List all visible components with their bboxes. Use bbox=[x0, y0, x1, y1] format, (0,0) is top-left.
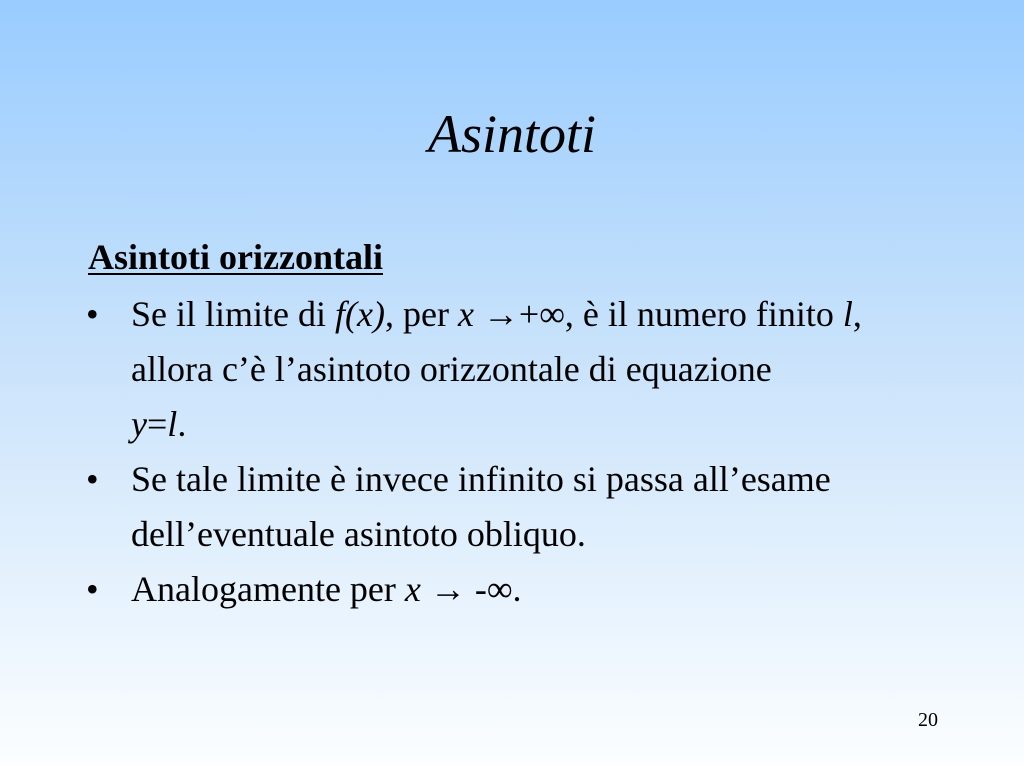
bullet-list bbox=[86, 287, 946, 617]
bullet-icon: • bbox=[86, 569, 99, 609]
bullet-text: Se tale limite è invece infinito si passa all’esame dell’eventuale asintoto obliquo. bbox=[131, 459, 831, 554]
math-y: y bbox=[131, 404, 147, 444]
bullet-text: , allora c’è l’asintoto orizzontale di equazione bbox=[131, 294, 862, 389]
slide-title: Asintoti bbox=[427, 104, 596, 164]
bullet-item-minus-infinity bbox=[86, 562, 946, 617]
slide-number: 20 bbox=[918, 709, 938, 731]
bullet-icon: • bbox=[86, 459, 99, 499]
math-l: l bbox=[842, 294, 853, 334]
math-equals: = bbox=[146, 404, 168, 444]
bullet-item-horizontal-limit bbox=[86, 287, 946, 452]
math-x: x bbox=[404, 569, 421, 609]
section-heading: Asintoti orizzontali bbox=[88, 237, 383, 277]
bullet-period: . bbox=[512, 569, 522, 609]
math-fx: f(x) bbox=[335, 294, 385, 334]
bullet-text: Se il limite di bbox=[131, 294, 335, 334]
math-arrow-plus-infinity: →+∞ bbox=[473, 294, 565, 334]
bullet-text: , è il numero finito bbox=[564, 294, 843, 334]
bullet-icon: • bbox=[86, 294, 99, 334]
math-x: x bbox=[457, 294, 474, 334]
math-arrow-minus-infinity: → -∞ bbox=[420, 569, 513, 609]
bullet-text: , per bbox=[384, 294, 458, 334]
bullet-item-infinite-limit bbox=[86, 452, 946, 562]
bullet-period: . bbox=[177, 404, 187, 444]
math-l: l bbox=[167, 404, 178, 444]
bullet-text: Analogamente per bbox=[131, 569, 405, 609]
